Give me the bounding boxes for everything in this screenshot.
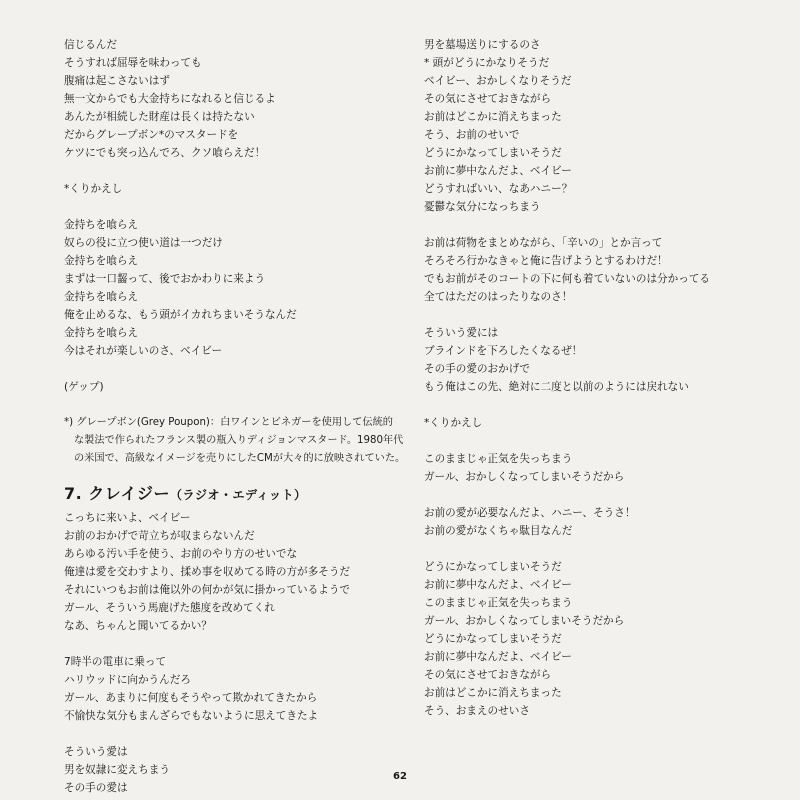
verse-block (424, 450, 764, 486)
lyric-line: 憂鬱な気分になっちまう (424, 201, 541, 213)
lyric-line: お前の愛がなくちゃ駄目なんだ (424, 525, 573, 537)
verse-block (424, 324, 764, 396)
chorus-block (64, 216, 400, 360)
left-column (64, 36, 406, 797)
lyric-line: あらゆる汚い手を使う、お前のやり方のせいでな (64, 548, 298, 560)
lyric-line: お前に夢中なんだよ、ベイビー (424, 165, 572, 177)
verse-block (424, 234, 764, 306)
lyric-line: 全てはただのはったりなのさ！ (424, 291, 573, 303)
lyric-line: その気にさせておきながら (424, 669, 552, 681)
footnote-line: の米国で、高級なイメージを売りにしたCMが大々的に放映されていた。 (74, 453, 406, 464)
footnote-line: な製法で作られたフランス製の瓶入りディジョンマスタード。1980年代 (74, 435, 404, 446)
repeat-marker: *くりかえし (64, 183, 123, 195)
lyric-line: ガール、おかしくなってしまいそうだから (424, 471, 625, 483)
verse-block (424, 558, 764, 720)
lyric-line: 俺を止めるな、もう頭がイカれちまいそうなんだ (64, 309, 297, 321)
lyric-line: その手の愛のおかげで (424, 363, 530, 375)
lyric-line: どうすればいい、なあハニー？ (424, 183, 573, 195)
lyric-line: そうすれば屈辱を味わっても (64, 57, 202, 69)
lyric-line: 金持ちを喰らえ (64, 219, 139, 231)
lyric-line: 男を奴隷に変えちまう (64, 764, 170, 776)
verse-block (64, 743, 400, 797)
lyric-line: あんたが相続した財産は長くは持たない (64, 111, 255, 123)
lyric-line: 信じるんだ (64, 39, 117, 51)
burp-line: (ゲップ) (64, 381, 104, 393)
lyric-line: ブラインドを下ろしたくなるぜ！ (424, 345, 583, 357)
lyric-line: ガール、そういう馬鹿げた態度を改めてくれ (64, 602, 275, 614)
lyric-line: そういう愛は (64, 746, 128, 758)
lyric-line: 今はそれが楽しいのさ、ベイビー (64, 345, 223, 357)
right-column (424, 36, 764, 720)
lyric-line: 男を墓場送りにするのさ (424, 39, 541, 51)
song-title-sub: （ラジオ・エディット） (169, 488, 307, 502)
lyric-line: * 頭がどうにかなりそうだ (424, 57, 550, 69)
lyric-line: どうにかなってしまいそうだ (424, 561, 562, 573)
lyric-line: 無一文からでも大金持ちになれると信じるよ (64, 93, 276, 105)
lyric-line: どうにかなってしまいそうだ (424, 147, 562, 159)
lyric-line: お前は荷物をまとめながら、「辛いの」とか言って (424, 237, 663, 249)
lyric-line: ガール、あまりに何度もそうやって欺かれてきたから (64, 692, 318, 704)
verse-block (424, 504, 764, 540)
lyric-line: そろそろ行かなきゃと俺に告げようとするわけだ！ (424, 255, 668, 267)
lyric-line: どうにかなってしまいそうだ (424, 633, 562, 645)
lyric-line: 腹痛は起こさないはず (64, 75, 170, 87)
lyric-line: お前に夢中なんだよ、ベイビー (424, 579, 572, 591)
lyric-line: ガール、おかしくなってしまいそうだから (424, 615, 625, 627)
lyric-line: このままじゃ正気を失っちまう (424, 453, 573, 465)
verse-block (424, 36, 764, 216)
lyric-line: ベイビー、おかしくなりそうだ (424, 75, 572, 87)
verse-block (64, 36, 400, 162)
song-title (64, 483, 400, 505)
lyric-line: お前の愛が必要なんだよ、ハニー、そうさ！ (424, 507, 636, 519)
lyric-line: お前のおかげで苛立ちが収まらないんだ (64, 530, 255, 542)
lyric-line: まずは一口齧って、後でおかわりに来よう (64, 273, 266, 285)
lyric-line: その手の愛は (64, 782, 128, 794)
lyric-line: 奴らの役に立つ使い道は一つだけ (64, 237, 223, 249)
lyric-line: お前はどこかに消えちまった (424, 687, 562, 699)
lyric-line: それにいつもお前は俺以外の何かが気に掛かっているようで (64, 584, 351, 596)
lyric-line: お前はどこかに消えちまった (424, 111, 562, 123)
lyric-line: そう、おまえのせいさ (424, 705, 530, 717)
lyric-line: 金持ちを喰らえ (64, 327, 139, 339)
lyric-line: 俺達は愛を交わすより、揉め事を収めてる時の方が多そうだ (64, 566, 351, 578)
verse-block (64, 653, 400, 725)
lyric-line: ハリウッドに向かうんだろ (64, 674, 191, 686)
lyric-line: 7時半の電車に乗って (64, 656, 167, 668)
lyric-line: ケツにでも突っ込んでろ、クソ喰らえだ！ (64, 147, 266, 159)
lyric-line: そう、お前のせいで (424, 129, 520, 141)
lyric-line: このままじゃ正気を失っちまう (424, 597, 573, 609)
lyric-line: なあ、ちゃんと聞いてるかい？ (64, 620, 212, 632)
lyric-line: そういう愛には (424, 327, 499, 339)
lyric-line: もう俺はこの先、絶対に二度と以前のようには戻れない (424, 381, 689, 393)
lyric-line: 金持ちを喰らえ (64, 255, 139, 267)
page-number: 62 (393, 771, 407, 782)
lyric-line: だからグレープボン*のマスタードを (64, 129, 239, 141)
footnote-line: *) グレープボン(Grey Poupon)：白ワインとビネガーを使用して伝統的 (64, 417, 393, 428)
verse-block (64, 509, 400, 635)
lyric-line: 金持ちを喰らえ (64, 291, 139, 303)
lyric-line: でもお前がそのコートの下に何も着ていないのは分かってる (424, 273, 711, 285)
footnote (64, 414, 406, 468)
repeat-marker: *くりかえし (424, 417, 483, 429)
lyric-line: 不愉快な気分もまんざらでもないように思えてきたよ (64, 710, 319, 722)
lyric-line: こっちに来いよ、ベイビー (64, 512, 191, 524)
lyric-line: お前に夢中なんだよ、ベイビー (424, 651, 572, 663)
song-title-main: 7. クレイジー (64, 484, 170, 503)
lyric-line: その気にさせておきながら (424, 93, 552, 105)
